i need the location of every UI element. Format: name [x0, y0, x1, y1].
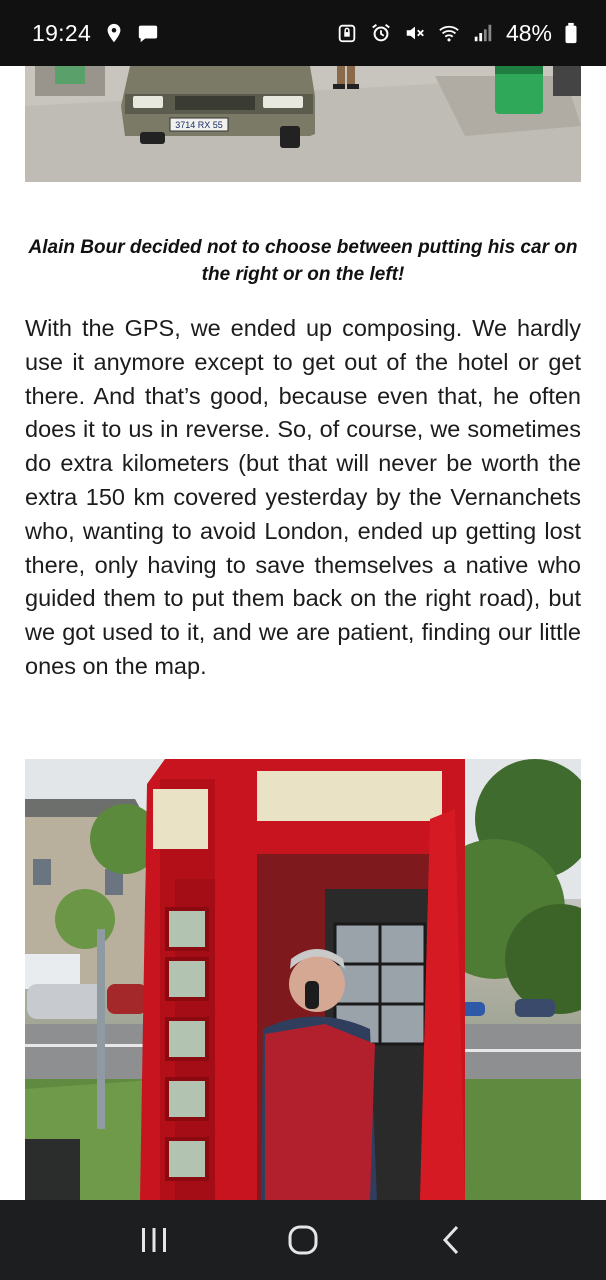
clock: 19:24 [32, 19, 92, 46]
location-pin-icon [103, 22, 125, 44]
article-content[interactable] [0, 66, 606, 1200]
mute-icon [404, 22, 426, 44]
status-left [32, 20, 159, 47]
status-bar [0, 0, 606, 66]
home-button[interactable] [273, 1210, 333, 1270]
app-lock-icon [336, 22, 358, 44]
battery-percent: 48% [505, 19, 552, 46]
recent-apps-icon [137, 1223, 171, 1257]
recent-apps-button[interactable] [124, 1210, 184, 1270]
car-photo [25, 66, 581, 182]
alarm-icon [370, 22, 392, 44]
back-icon [435, 1223, 469, 1257]
status-right [336, 20, 578, 47]
wifi-icon [438, 22, 460, 44]
back-button[interactable] [422, 1210, 482, 1270]
phone-box-photo [25, 759, 581, 1200]
signal-icon [472, 22, 494, 44]
navigation-bar [0, 1200, 606, 1280]
battery-icon [564, 22, 578, 44]
photo-caption: Alain Bour decided not to choose between putting his car on the right or on the left! [28, 237, 578, 285]
chat-bubble-icon [137, 22, 159, 44]
home-icon [286, 1223, 320, 1257]
article-paragraph: With the GPS, we ended up composing. We hardly use it anymore except to get out of the hotel or get there. And that’s good, because even that, he often does it to us in reverse. So, of course, we sometimes do extra kilometers (but that will never be worth the extra 150 km covered yesterday by the Vernanchets who, wanting to avoid London, ended up getting lost there, only having to save themselves a native who guided them to put them back on the right road), but we got used to it, and we are patient, finding our little ones on the map. [25, 315, 581, 679]
license-plate: 3714 RX 55 [175, 120, 223, 130]
